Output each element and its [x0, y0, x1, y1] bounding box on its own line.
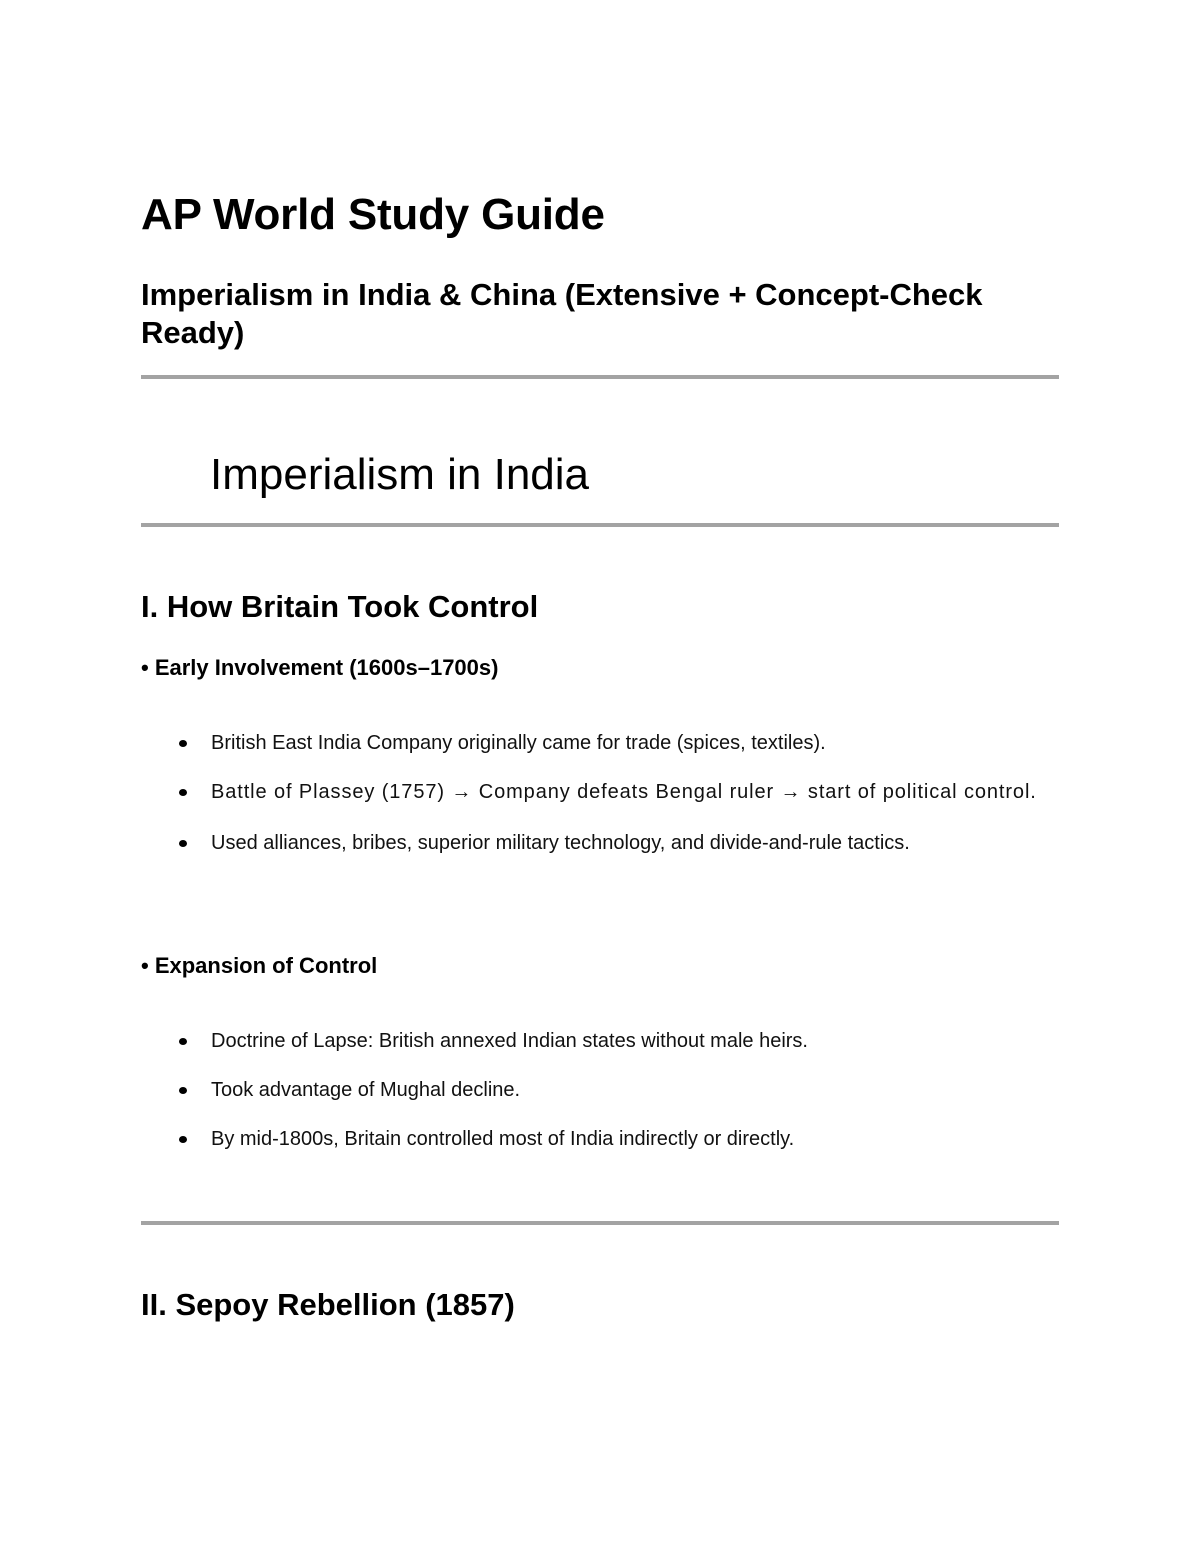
bullet-list — [176, 731, 1056, 855]
bullet-dot-icon — [179, 1136, 187, 1143]
horizontal-rule — [141, 523, 1059, 527]
list-item: By mid-1800s, Britain controlled most of India indirectly or directly. — [176, 1127, 1056, 1151]
bullet-list — [176, 1029, 1056, 1151]
part2-heading: II. Sepoy Rebellion (1857) — [141, 1287, 515, 1322]
document-title: AP World Study Guide — [141, 190, 605, 239]
subheading-early-involvement: • Early Involvement (1600s–1700s) — [141, 655, 499, 680]
list-item: Used alliances, bribes, superior military technology, and divide-and-rule tactics. — [176, 831, 1056, 855]
part1-heading: I. How Britain Took Control — [141, 589, 539, 624]
bullet-dot-icon — [179, 1038, 187, 1045]
bullet-dot-icon — [179, 740, 187, 747]
bullet-dot-icon — [179, 1087, 187, 1094]
horizontal-rule — [141, 375, 1059, 379]
horizontal-rule — [141, 1221, 1059, 1225]
subheading-expansion-of-control: • Expansion of Control — [141, 953, 378, 978]
list-item: Took advantage of Mughal decline. — [176, 1078, 1056, 1102]
bullet-dot-icon — [179, 789, 187, 796]
section-title: Imperialism in India — [210, 450, 590, 499]
list-item: British East India Company originally came for trade (spices, textiles). — [176, 731, 1056, 755]
list-item: Battle of Plassey (1757) → Company defeats Bengal ruler → start of political control. — [176, 780, 1056, 804]
list-item: Doctrine of Lapse: British annexed Indian states without male heirs. — [176, 1029, 1056, 1053]
bullet-dot-icon — [179, 840, 187, 847]
document-subtitle: Imperialism in India & China (Extensive + Concept-Check Ready) — [141, 277, 983, 350]
